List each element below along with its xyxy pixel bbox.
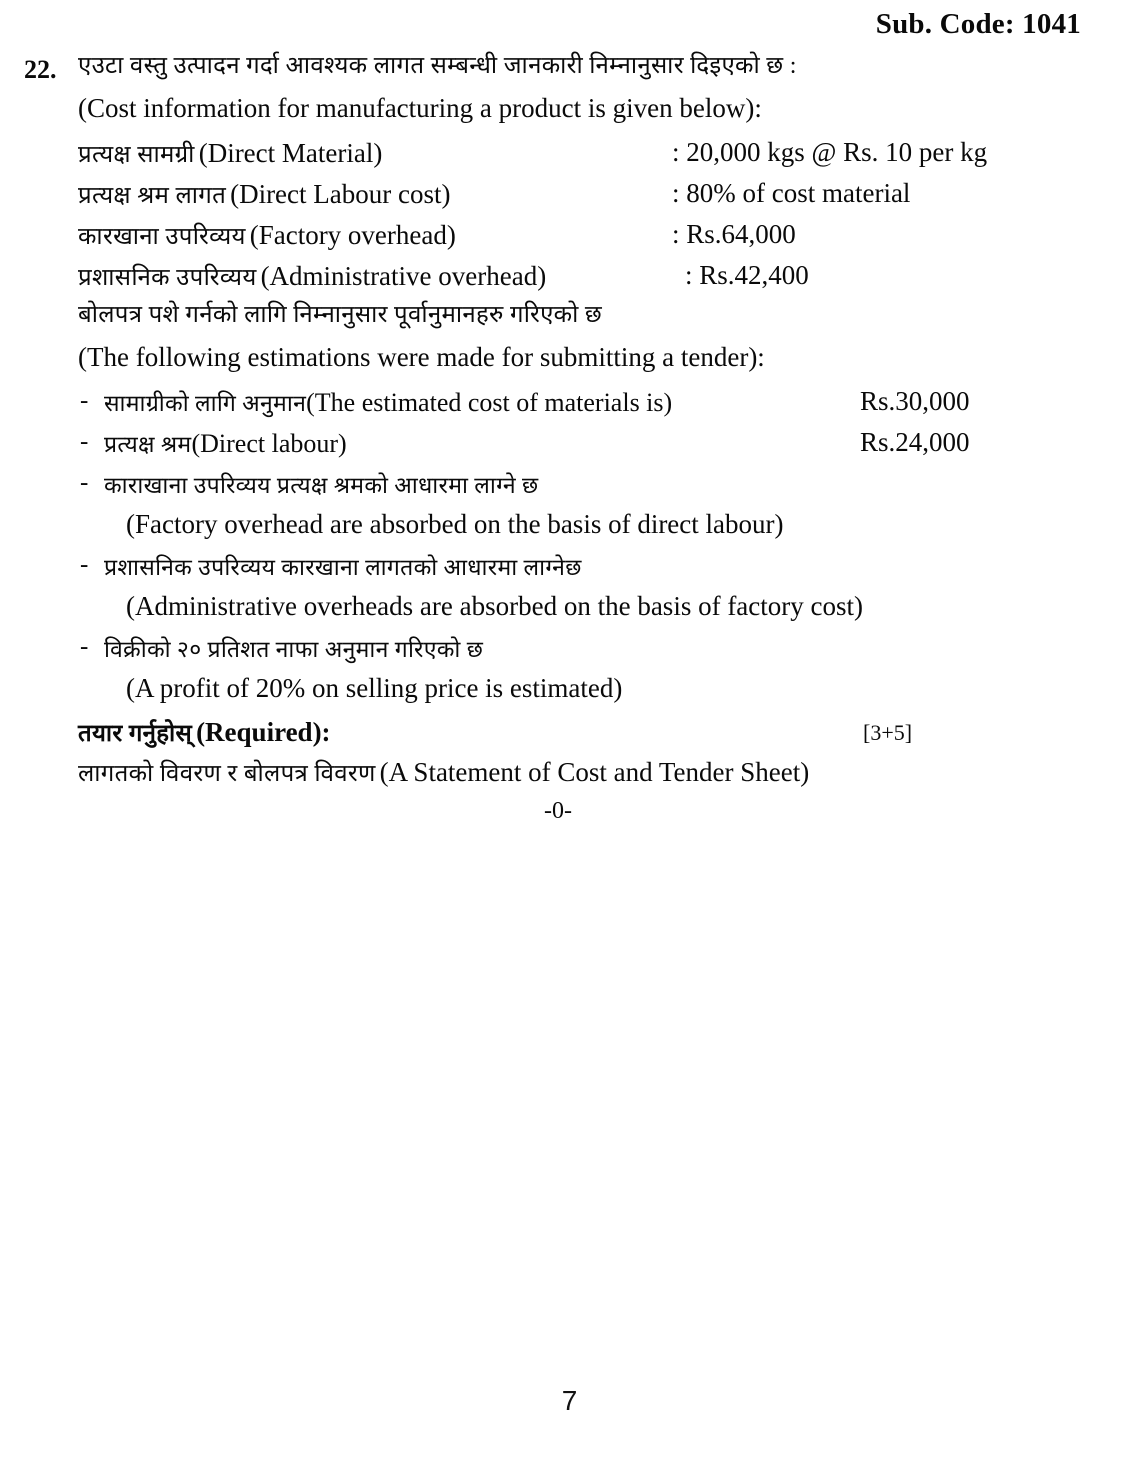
list-item-text	[104, 468, 538, 500]
cost-row-label	[78, 178, 450, 211]
subject-code: Sub. Code: 1041	[875, 8, 1081, 40]
list-item-text-english: (The estimated cost of materials is)	[306, 388, 673, 417]
list-item-amount: Rs.30,000	[860, 386, 970, 416]
list-item-text	[104, 632, 483, 664]
estimation-intro-english	[78, 344, 1099, 386]
list-item-administrative-overhead-basis	[78, 550, 1099, 591]
list-item-text-english: (Direct labour)	[191, 429, 347, 458]
question-prompt-nepali	[78, 52, 1099, 95]
cost-row-value: : Rs.64,000	[672, 219, 796, 249]
required-answer-english: (A Statement of Cost and Tender Sheet)	[379, 757, 810, 787]
required-answer-row	[78, 756, 1099, 796]
cost-row-administrative-overhead	[78, 260, 1099, 301]
cost-row-value: : 20,000 kgs @ Rs. 10 per kg	[672, 137, 988, 167]
page-number: 7	[561, 1385, 578, 1416]
cost-row-label-nepali: कारखाना उपरिव्यय	[78, 224, 246, 250]
cost-row-label-english: (Direct Labour cost)	[230, 179, 451, 209]
list-item-text	[104, 386, 672, 418]
bullet-dash-icon: -	[80, 428, 89, 455]
cost-row-label	[78, 260, 546, 293]
list-item-direct-labour	[78, 427, 1099, 468]
estimation-intro-nepali	[78, 301, 1099, 344]
list-item-subtext-administrative-overhead-basis: (Administrative overheads are absorbed on the basis of factory cost)	[126, 591, 864, 621]
question-prompt-nepali-text: एउटा वस्तु उत्पादन गर्दा आवश्यक लागत सम्बन्धी जानकारी निम्नानुसार दिइएको छ :	[78, 53, 797, 79]
cost-row-value: : 80% of cost material	[672, 178, 911, 208]
list-item-amount: Rs.24,000	[860, 427, 970, 457]
question-body	[78, 52, 1099, 825]
list-item-text-nepali: प्रत्यक्ष श्रम	[104, 432, 192, 457]
cost-row-label-english: (Factory overhead)	[249, 220, 456, 250]
cost-row-label-english: (Direct Material)	[198, 138, 383, 168]
list-item-text-nepali: काराखाना उपरिव्यय प्रत्यक्ष श्रमको आधारमा लाग्ने छ	[104, 473, 539, 498]
bullet-dash-icon: -	[80, 469, 89, 496]
list-item-text	[104, 550, 582, 582]
cost-row-factory-overhead	[78, 219, 1099, 260]
bullet-dash-icon: -	[80, 551, 89, 578]
cost-row-label	[78, 137, 382, 170]
list-item-text-nepali: प्रशासनिक उपरिव्यय कारखाना लागतको आधारमा लाग्नेछ	[104, 555, 582, 580]
cost-row-direct-material	[78, 137, 1099, 178]
question-prompt-english-text: (Cost information for manufacturing a product is given below):	[78, 93, 762, 123]
cost-row-value: : Rs.42,400	[685, 260, 809, 290]
question-prompt-english	[78, 95, 1099, 137]
cost-row-label-nepali: प्रशासनिक उपरिव्यय	[78, 265, 257, 291]
cost-row-label	[78, 219, 456, 252]
list-item-subtext-factory-overhead-basis: (Factory overhead are absorbed on the basis of direct labour)	[126, 509, 784, 539]
required-row	[78, 716, 1099, 756]
required-label	[78, 716, 331, 749]
cost-row-label-english: (Administrative overhead)	[260, 261, 547, 291]
bullet-dash-icon: -	[80, 633, 89, 660]
bullet-dash-icon: -	[80, 387, 89, 414]
list-item-factory-overhead-basis	[78, 468, 1099, 509]
list-item-text-nepali: सामाग्रीको लागि अनुमान	[104, 391, 307, 416]
list-item-text-nepali: विक्रीको २० प्रतिशत नाफा अनुमान गरिएको छ	[104, 637, 484, 662]
question-block	[24, 52, 1099, 825]
list-item-text	[104, 427, 347, 459]
list-item-subtext-profit-estimate: (A profit of 20% on selling price is estimated)	[126, 673, 623, 703]
required-label-nepali: तयार गर्नुहोस्	[78, 721, 193, 747]
required-label-english: (Required):	[196, 717, 331, 747]
list-item-profit-estimate	[78, 632, 1099, 673]
cost-row-label-nepali: प्रत्यक्ष सामग्री	[78, 142, 195, 168]
estimation-intro-english-text: (The following estimations were made for submitting a tender):	[78, 342, 765, 372]
cost-row-direct-labour	[78, 178, 1099, 219]
cost-row-label-nepali: प्रत्यक्ष श्रम लागत	[78, 183, 227, 209]
marks-allocation: [3+5]	[863, 720, 913, 745]
end-of-question-marker: -0-	[544, 798, 572, 824]
required-answer-nepali: लागतको विवरण र बोलपत्र विवरण	[78, 761, 376, 787]
list-item-estimated-material-cost	[78, 386, 1099, 427]
estimation-intro-nepali-text: बोलपत्र पशे गर्नको लागि निम्नानुसार पूर्वानुमानहरु गरिएको छ	[78, 302, 603, 328]
question-number: 22.	[24, 55, 57, 84]
